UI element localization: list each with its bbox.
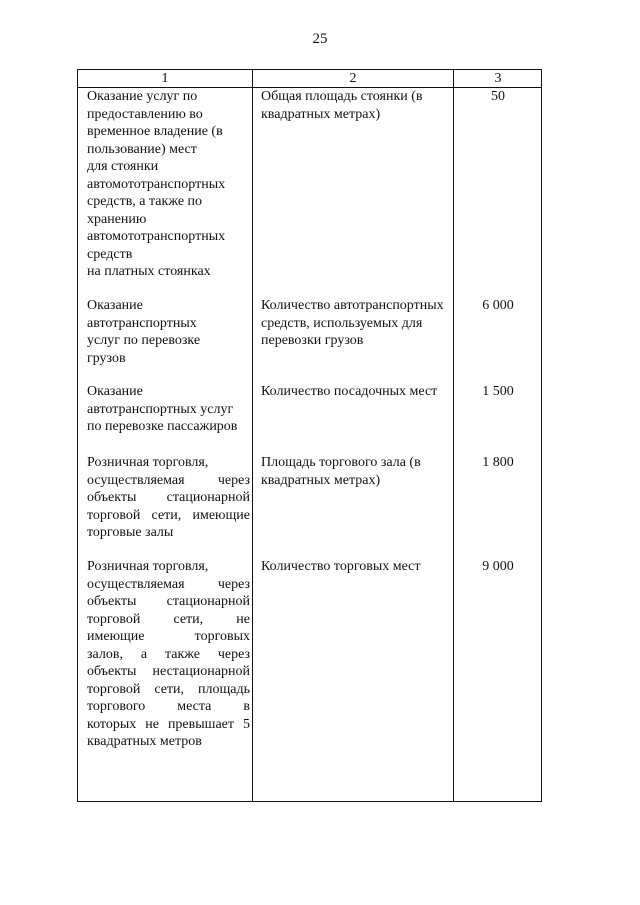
activity-line: услуг по перевозке <box>87 333 201 348</box>
row-4-indicator: Площадь торгового зала (в квадратных метрах) <box>261 455 421 488</box>
row-3-indicator: Количество посадочных мест <box>261 384 438 399</box>
row-4-activity <box>87 454 250 542</box>
row-1-activity <box>87 88 250 281</box>
row-5-activity <box>87 558 250 751</box>
column-divider <box>453 70 454 801</box>
activity-line: квадратных метров <box>87 734 202 749</box>
activity-line: торговой сети, не <box>87 611 250 627</box>
activity-line: Оказание <box>87 298 143 313</box>
activity-line: средств <box>87 246 133 262</box>
row-2-activity <box>87 297 250 367</box>
activity-line: осуществляемая через <box>87 472 250 488</box>
activity-line: хранению <box>87 211 147 227</box>
activity-line: средств, а также по <box>87 194 203 209</box>
activity-line: имеющие торговых <box>87 629 250 644</box>
row-2-value: 6 000 <box>482 298 514 313</box>
column-header-1: 1 <box>161 71 169 86</box>
activity-line: временное владение (в <box>87 124 223 139</box>
column-header-3: 3 <box>494 71 502 86</box>
activity-line: Оказание услуг по <box>87 89 198 104</box>
row-4-value: 1 800 <box>482 455 514 470</box>
activity-line: Розничная торговля, <box>87 559 209 574</box>
page-number: 25 <box>312 31 328 47</box>
row-1-indicator: Общая площадь стоянки (в квадратных метрах) <box>261 89 423 122</box>
activity-line: пользование) мест <box>87 141 197 157</box>
activity-line: которых не превышает 5 <box>87 716 250 732</box>
activity-line: для стоянки <box>87 159 159 174</box>
activity-table <box>77 69 542 802</box>
activity-line: Розничная торговля, <box>87 455 209 470</box>
activity-line: грузов <box>87 350 126 366</box>
activity-line: торговой сети, площадь <box>87 681 250 697</box>
activity-line: залов, а также через <box>87 646 250 662</box>
activity-line: торговой сети, имеющие <box>87 507 250 523</box>
activity-line: объекты стационарной <box>87 490 250 505</box>
activity-line: Оказание <box>87 384 143 399</box>
activity-line: торговые залы <box>87 525 174 540</box>
row-2-indicator: Количество автотранспортных средств, используемых для перевозки грузов <box>261 298 444 348</box>
activity-line: предоставлению во <box>87 106 203 122</box>
column-header-2: 2 <box>349 71 357 86</box>
column-divider <box>252 70 253 801</box>
row-5-value: 9 000 <box>482 559 514 574</box>
row-1-value: 50 <box>491 89 505 104</box>
activity-line: автомототранспортных <box>87 176 226 192</box>
activity-line: объекты нестационарной <box>87 664 250 679</box>
activity-line: осуществляемая через <box>87 576 250 592</box>
activity-line: автомототранспортных <box>87 229 226 244</box>
activity-line: по перевозке пассажиров <box>87 419 238 434</box>
activity-line: автотранспортных услуг <box>87 401 234 417</box>
row-5-indicator: Количество торговых мест <box>261 559 421 574</box>
activity-line: объекты стационарной <box>87 594 250 609</box>
activity-line: торгового места в <box>87 699 250 714</box>
row-3-activity <box>87 383 250 436</box>
activity-line: автотранспортных <box>87 315 197 331</box>
activity-line: на платных стоянках <box>87 264 211 279</box>
row-3-value: 1 500 <box>482 384 514 399</box>
